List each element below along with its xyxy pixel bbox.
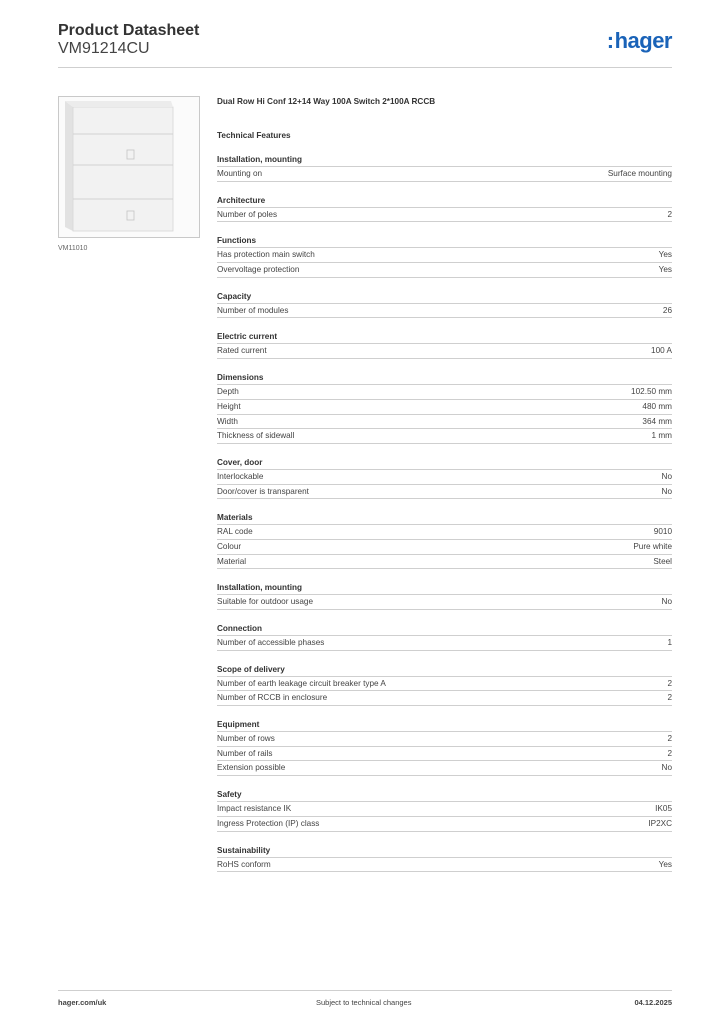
feature-row: [217, 761, 672, 776]
feature-row: [217, 817, 672, 832]
feature-value: Yes: [658, 265, 672, 275]
feature-value: 2: [667, 678, 672, 688]
header-divider: [58, 67, 672, 68]
feature-label: Extension possible: [217, 763, 286, 773]
feature-row: [217, 540, 672, 555]
feature-row: [217, 167, 672, 182]
feature-label: Colour: [217, 541, 242, 551]
feature-section: [217, 623, 672, 651]
section-title: Dimensions: [217, 372, 672, 385]
feature-label: Depth: [217, 387, 239, 397]
feature-label: Ingress Protection (IP) class: [217, 818, 320, 828]
feature-section: [217, 372, 672, 444]
footer-website[interactable]: hager.com/uk: [58, 998, 107, 1007]
feature-label: Mounting on: [217, 169, 263, 178]
technical-content: [217, 96, 672, 872]
feature-sections: [217, 154, 672, 872]
hager-logo: :hager: [606, 28, 672, 53]
feature-section: [217, 512, 672, 569]
feature-value: No: [661, 763, 672, 773]
section-title: Cover, door: [217, 457, 672, 470]
feature-row: [217, 470, 672, 485]
feature-value: 2: [667, 734, 672, 744]
feature-value: 364 mm: [642, 416, 672, 426]
image-caption: VM11010: [58, 245, 88, 252]
feature-row: [217, 400, 672, 415]
document-title: Product Datasheet: [58, 22, 200, 39]
feature-label: Overvoltage protection: [217, 265, 300, 275]
feature-label: Impact resistance IK: [217, 804, 292, 814]
feature-label: Height: [217, 401, 241, 411]
feature-label: Width: [217, 416, 238, 426]
feature-label: RAL code: [217, 527, 253, 537]
footer-divider: [58, 990, 672, 991]
feature-label: Number of RCCB in enclosure: [217, 693, 328, 703]
feature-section: [217, 154, 672, 182]
section-title: Functions: [217, 235, 672, 248]
feature-label: Number of modules: [217, 305, 289, 315]
feature-value: IK05: [655, 804, 672, 814]
feature-label: Door/cover is transparent: [217, 486, 309, 496]
section-title: Installation, mounting: [217, 582, 672, 595]
feature-section: [217, 582, 672, 610]
feature-label: Has protection main switch: [217, 250, 315, 260]
feature-value: 9010: [653, 527, 672, 537]
feature-section: [217, 719, 672, 776]
feature-row: [217, 344, 672, 359]
feature-value: 1 mm: [651, 431, 672, 441]
feature-row: [217, 304, 672, 319]
feature-value: 2: [667, 748, 672, 758]
feature-section: [217, 331, 672, 359]
feature-section: [217, 291, 672, 319]
section-title: Sustainability: [217, 845, 672, 858]
feature-row: [217, 555, 672, 570]
feature-value: 100 A: [651, 346, 672, 356]
section-title: Safety: [217, 789, 672, 802]
document-header: [58, 22, 199, 58]
feature-row: [217, 747, 672, 762]
feature-label: Thickness of sidewall: [217, 431, 295, 441]
section-title: Architecture: [217, 195, 672, 208]
feature-label: Suitable for outdoor usage: [217, 597, 314, 607]
feature-row: [217, 858, 672, 873]
feature-section: [217, 235, 672, 277]
feature-section: [217, 789, 672, 831]
product-reference: VM91214CU: [58, 40, 150, 57]
feature-section: [217, 664, 672, 706]
logo-text: hager: [614, 28, 672, 53]
feature-row: [217, 385, 672, 400]
feature-label: RoHS conform: [217, 859, 271, 869]
feature-value: Steel: [653, 556, 672, 566]
feature-value: No: [661, 471, 672, 481]
section-title: Connection: [217, 623, 672, 636]
feature-label: Number of rails: [217, 748, 273, 758]
section-title: Equipment: [217, 719, 672, 732]
feature-row: [217, 595, 672, 610]
feature-row: [217, 636, 672, 651]
feature-row: [217, 208, 672, 223]
feature-row: [217, 802, 672, 817]
section-title: Materials: [217, 512, 672, 525]
section-title: Capacity: [217, 291, 672, 304]
feature-row: [217, 415, 672, 430]
feature-value: Yes: [658, 859, 672, 869]
section-title: Installation, mounting: [217, 154, 672, 167]
section-title: Electric current: [217, 331, 672, 344]
product-description: Dual Row Hi Conf 12+14 Way 100A Switch 2*100A RCCB: [217, 97, 436, 106]
feature-row: [217, 677, 672, 692]
product-image: [58, 96, 200, 238]
feature-label: Interlockable: [217, 471, 264, 481]
feature-row: [217, 732, 672, 747]
footer-date: 04.12.2025: [634, 998, 672, 1007]
feature-label: Number of accessible phases: [217, 638, 325, 647]
feature-label: Number of poles: [217, 209, 278, 219]
feature-value: Surface mounting: [607, 169, 672, 178]
feature-value: 26: [662, 305, 672, 315]
feature-value: 1: [667, 638, 672, 647]
feature-value: Yes: [658, 250, 672, 260]
feature-row: [217, 429, 672, 444]
feature-section: [217, 845, 672, 873]
feature-section: [217, 457, 672, 499]
feature-value: Pure white: [633, 541, 672, 551]
feature-value: No: [661, 597, 672, 607]
footer-notice: Subject to technical changes: [316, 998, 412, 1007]
feature-row: [217, 263, 672, 278]
feature-label: Rated current: [217, 346, 267, 356]
feature-row: [217, 525, 672, 540]
feature-row: [217, 691, 672, 706]
section-title: Scope of delivery: [217, 664, 672, 677]
feature-row: [217, 485, 672, 500]
feature-value: 2: [667, 209, 672, 219]
feature-label: Number of earth leakage circuit breaker type A: [217, 678, 386, 688]
feature-value: 102.50 mm: [631, 387, 672, 397]
feature-value: No: [661, 486, 672, 496]
feature-value: IP2XC: [648, 818, 672, 828]
feature-row: [217, 248, 672, 263]
feature-label: Material: [217, 556, 247, 566]
feature-section: [217, 195, 672, 223]
feature-label: Number of rows: [217, 734, 275, 744]
technical-features-title: Technical Features: [217, 131, 291, 140]
feature-value: 480 mm: [642, 401, 672, 411]
feature-value: 2: [667, 693, 672, 703]
